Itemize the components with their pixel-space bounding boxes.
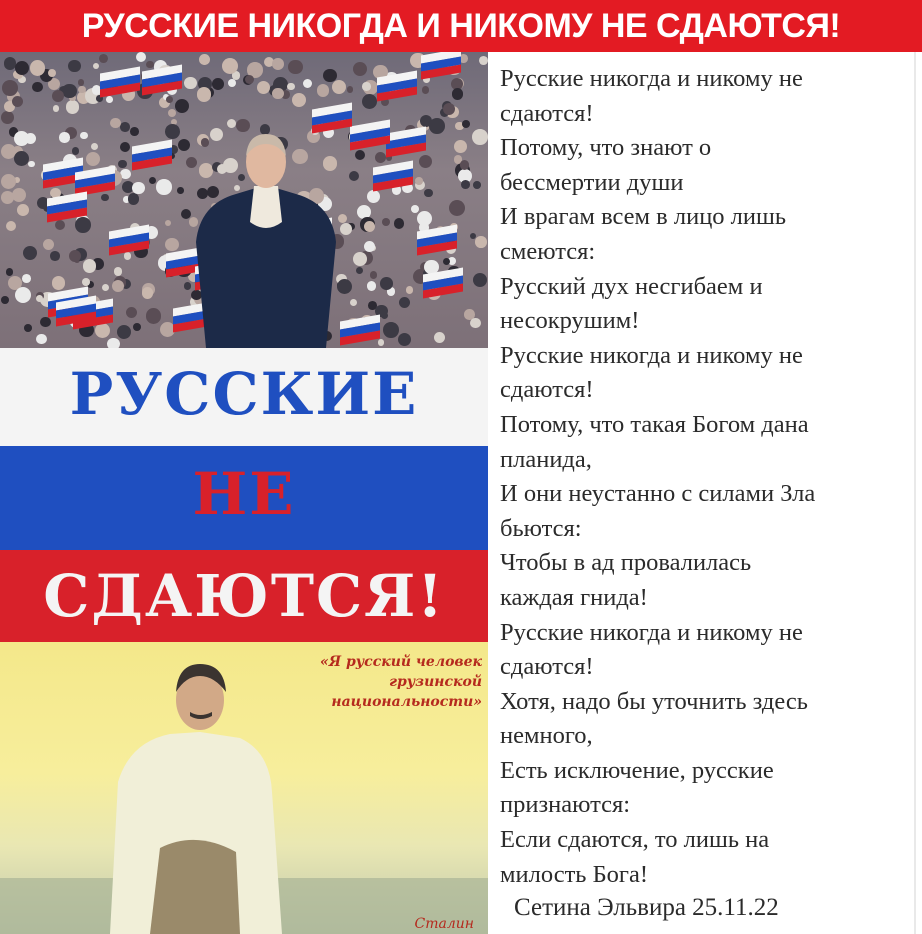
quote-line: грузинской xyxy=(389,674,482,690)
poem-line: немного, xyxy=(500,722,593,750)
poem-line: Русские никогда и никому не xyxy=(500,65,803,92)
poem-line: бессмертии души xyxy=(500,168,684,196)
flag-word-ne: НЕ xyxy=(192,460,296,528)
quote-line: национальности» xyxy=(331,694,482,710)
poem-line: И они неустанно с силами Зла xyxy=(500,480,816,508)
poem-line: Если сдаются, то лишь на xyxy=(500,826,770,854)
stalin-poster xyxy=(0,642,488,934)
poem-line: сдаются! xyxy=(500,99,594,127)
poem-line: милость Бога! xyxy=(500,860,648,888)
speaker-figure xyxy=(186,122,346,348)
poem-line: сдаются! xyxy=(500,653,594,681)
poem-line: бьются: xyxy=(500,514,582,542)
poem-line: Чтобы в ад провалилась xyxy=(500,549,752,577)
poem-line: несокрушим! xyxy=(500,307,640,335)
headline-banner: РУССКИЕ НИКОГДА И НИКОМУ НЕ СДАЮТСЯ! xyxy=(0,0,922,52)
flag-word-sdayutsya: СДАЮТСЯ! xyxy=(43,562,445,630)
poem-line: сдаются! xyxy=(500,376,594,404)
crowd-photo xyxy=(0,52,488,348)
poem-text xyxy=(500,62,916,892)
quote-line: «Я русский человек xyxy=(320,654,482,670)
flag-word-russkie: РУССКИЕ xyxy=(69,360,419,428)
poem-line: каждая гнида! xyxy=(500,583,648,611)
russian-flag-panel xyxy=(0,348,488,642)
poem-line: Хотя, надо бы уточнить здесь xyxy=(500,687,808,715)
poem-line: Русские никогда и никому не xyxy=(500,618,803,646)
poem-line: Русские никогда и никому не xyxy=(500,341,803,369)
poem-author: Сетина Эльвира 25.11.22 xyxy=(514,894,779,921)
stalin-signature: Сталин xyxy=(414,916,474,932)
poem-line: планида, xyxy=(500,445,592,473)
stalin-quote xyxy=(242,652,482,712)
divider xyxy=(914,52,916,934)
poem-line: Потому, что такая Богом дана xyxy=(500,410,809,438)
poem-line: Есть исключение, русские xyxy=(500,756,774,784)
poem-line: признаются: xyxy=(500,791,631,819)
poem-line: Русский дух несгибаем и xyxy=(500,272,763,300)
poem-line: Потому, что знают о xyxy=(500,134,712,162)
poem-line: смеются: xyxy=(500,237,596,265)
poem-line: И врагам всем в лицо лишь xyxy=(500,203,787,231)
